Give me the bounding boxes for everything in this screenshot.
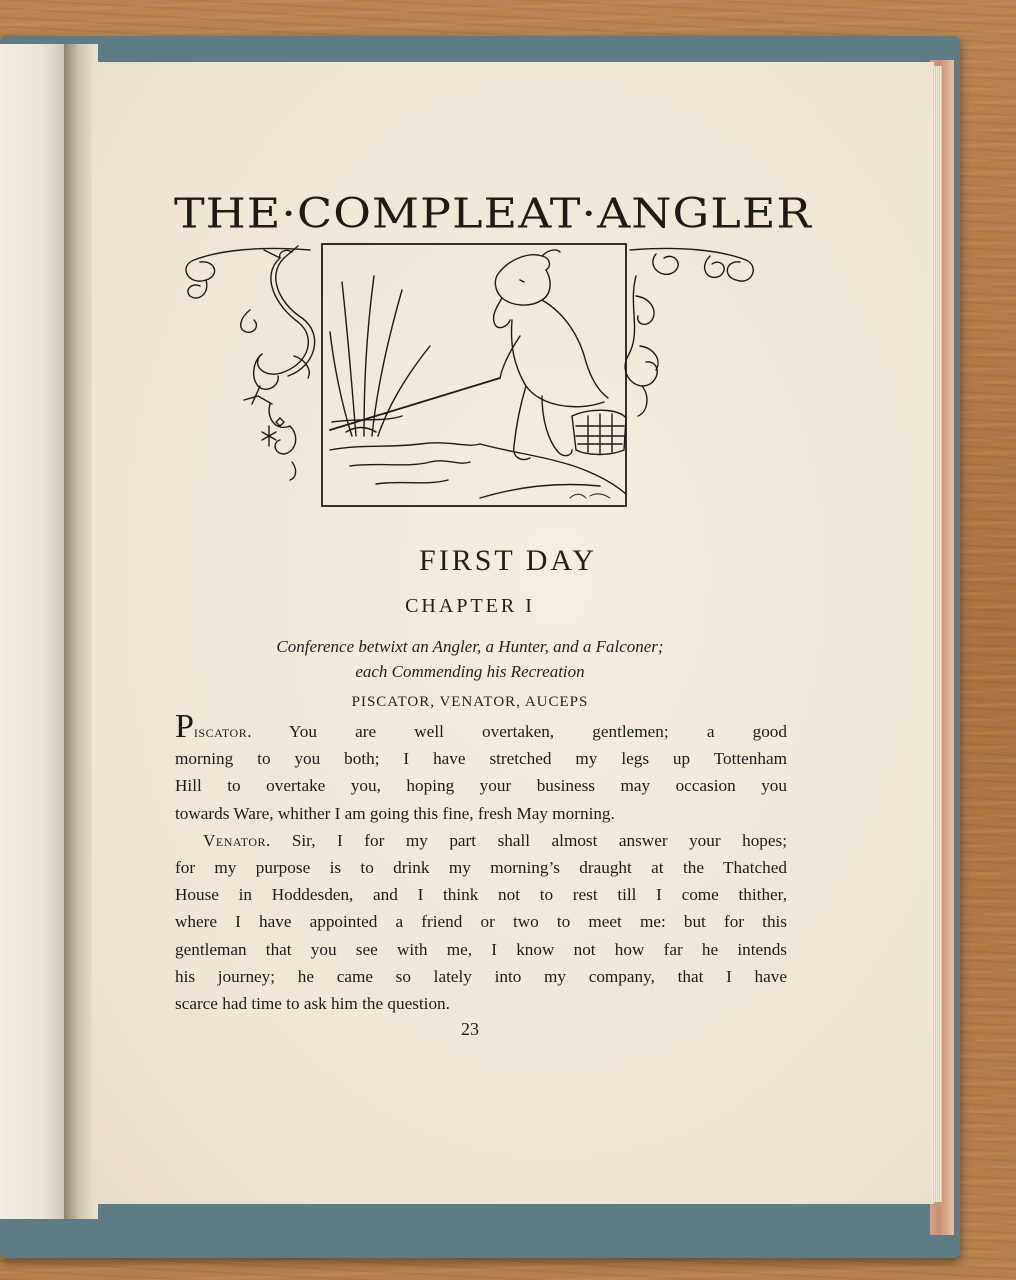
subtitle-line: each Commending his Recreation	[355, 662, 585, 681]
chapter-heading: CHAPTER I	[405, 595, 535, 617]
chapter-subtitle	[200, 634, 740, 684]
angler-illustration	[180, 236, 760, 516]
body-text	[175, 708, 787, 1017]
paragraph	[175, 708, 787, 827]
text-line: gentleman that you see with me, I know not how far he intends	[175, 939, 787, 959]
speaker-list: PISCATOR, VENATOR, AUCEPS	[351, 694, 589, 710]
subtitle-line: Conference betwixt an Angler, a Hunter, and a Falconer;	[276, 637, 664, 656]
text-line: where I have appointed a friend or two to meet me: but for this	[175, 912, 787, 932]
text-line: scarce had time to ask him the question.	[175, 994, 450, 1014]
text-line: his journey; he came so lately into my company, that I have	[175, 966, 787, 986]
left-page	[0, 44, 70, 1219]
drop-cap: P	[175, 708, 194, 745]
speaker-name: Venator	[203, 830, 267, 850]
book-headline: THE·COMPLEAT·ANGLER	[174, 188, 813, 238]
text-line: Hill to overtake you, hoping your business may occasion you	[175, 776, 787, 796]
paragraph	[175, 827, 787, 1017]
text-line: House in Hoddesden, and I think not to rest till I come thither,	[175, 885, 787, 905]
page-number: 23	[461, 1019, 479, 1039]
text-line: Venator. Sir, I for my part shall almost answer your hopes;	[203, 830, 787, 850]
text-line: morning to you both; I have stretched my legs up Tottenham	[175, 749, 787, 769]
day-title: FIRST DAY	[419, 544, 597, 577]
speaker-name: iscator	[193, 722, 248, 741]
text-line: for my purpose is to drink my morning’s draught at the Thatched	[175, 858, 787, 878]
text-line: Piscator. You are well overtaken, gentlemen; a good	[175, 708, 787, 745]
text-line: towards Ware, whither I am going this fine, fresh May morning.	[175, 803, 615, 823]
